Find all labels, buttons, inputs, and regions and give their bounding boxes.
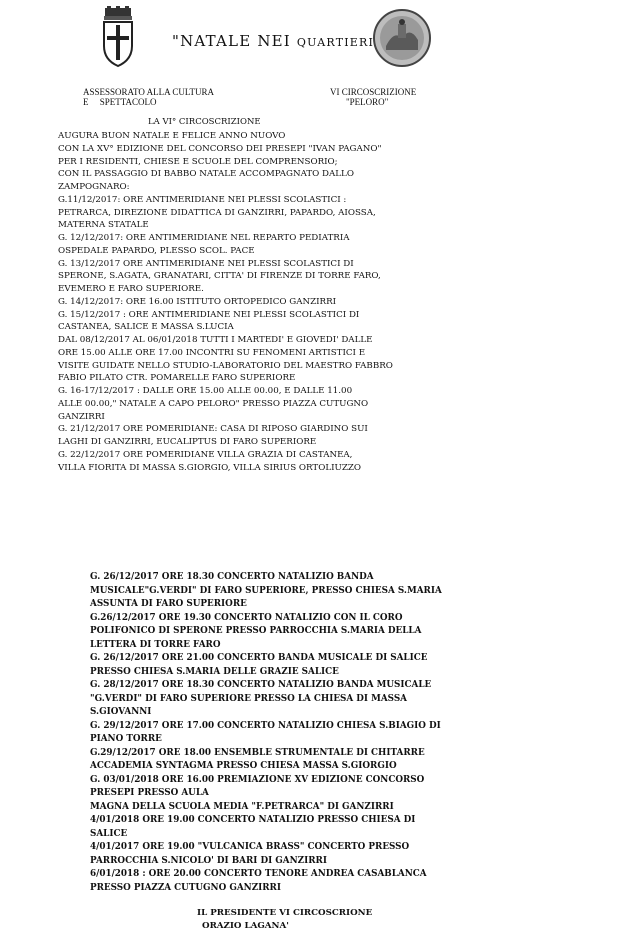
text-line: GANZIRRI: [58, 411, 105, 422]
district-seal-icon: [372, 8, 432, 68]
text-line: G. 16-17/12/2017 : DALLE ORE 15.00 ALLE 00.00, E DALLE 11.00: [58, 386, 353, 396]
text-line: OSPEDALE PAPARDO, PLESSO SCOL. PACE: [58, 245, 255, 256]
text-line: ACCADEMIA SYNTAGMA PRESSO CHIESA MASSA S.GIORGIO: [90, 761, 397, 771]
text-line: PRESSO PIAZZA CUTUGNO GANZIRRI: [90, 882, 281, 893]
text-line: G. 22/12/2017 ORE POMERIDIANE VILLA GRAZIA DI CASTANEA,: [58, 449, 353, 460]
department-right-line1: VI CIRCOSCRIZIONE: [330, 87, 417, 97]
text-line: DAL 08/12/2017 AL 06/01/2018 TUTTI I MARTEDI' E GIOVEDI' DALLE: [58, 335, 373, 345]
text-line: PER I RESIDENTI, CHIESE E SCUOLE DEL COMPRENSORIO;: [58, 156, 338, 167]
text-line: G. 26/12/2017 ORE 21.00 CONCERTO BANDA MUSICALE DI SALICE: [90, 653, 428, 663]
text-line: 4/01/2017 ORE 19.00 "VULCANICA BRASS" CONCERTO PRESSO: [90, 842, 410, 852]
text-line: G. 28/12/2017 ORE 18.30 CONCERTO NATALIZIO BANDA MUSICALE: [90, 680, 432, 690]
text-line: MUSICALE"G.VERDI" DI FARO SUPERIORE, PRESSO CHIESA S.MARIA: [90, 585, 442, 596]
title-main: "NATALE NEI: [172, 32, 297, 50]
text-line: G. 14/12/2017: ORE 16.00 ISTITUTO ORTOPEDICO GANZIRRI: [58, 296, 337, 307]
text-line: G.26/12/2017 ORE 19.30 CONCERTO NATALIZIO CON IL CORO: [90, 612, 403, 623]
page-title: [172, 32, 382, 50]
text-line: G. 15/12/2017 : ORE ANTIMERIDIANE NEI PLESSI SCOLASTICI DI: [58, 309, 360, 320]
section2-body: [90, 571, 442, 895]
department-left-line1: ASSESSORATO ALLA CULTURA: [83, 87, 215, 97]
text-line: CASTANEA, SALICE E MASSA S.LUCIA: [58, 322, 234, 333]
text-line: 6/01/2018 : ORE 20.00 CONCERTO TENORE ANDREA CASABLANCA: [90, 869, 427, 879]
text-line: PARROCCHIA S.NICOLO' DI BARI DI GANZIRRI: [90, 855, 327, 866]
text-line: G. 29/12/2017 ORE 17.00 CONCERTO NATALIZIO CHIESA S.BIAGIO DI: [90, 720, 441, 731]
text-line: MATERNA STATALE: [58, 220, 149, 231]
text-line: AUGURA BUON NATALE E FELICE ANNO NUOVO: [58, 131, 286, 141]
text-line: CON LA XV° EDIZIONE DEL CONCORSO DEI PRESEPI "IVAN PAGANO": [58, 143, 382, 154]
text-line: G.11/12/2017: ORE ANTIMERIDIANE NEI PLESSI SCOLASTICI :: [58, 194, 347, 205]
text-line: CON IL PASSAGGIO DI BABBO NATALE ACCOMPAGNATO DALLO: [58, 169, 354, 180]
text-line: LETTERA DI TORRE FARO: [90, 639, 221, 650]
department-right-line2: "PELORO": [346, 97, 389, 107]
text-line: G. 13/12/2017 ORE ANTIMERIDIANE NEI PLESSI SCOLASTICI DI: [58, 258, 354, 269]
text-line: ASSUNTA DI FARO SUPERIORE: [90, 599, 247, 609]
title-small: QUARTIERI: [296, 36, 375, 49]
text-line: FABIO PILATO CTR. POMARELLE FARO SUPERIORE: [58, 373, 296, 384]
text-line: "G.VERDI" DI FARO SUPERIORE PRESSO LA CHIESA DI MASSA: [90, 693, 408, 704]
text-line: G.29/12/2017 ORE 18.00 ENSEMBLE STRUMENTALE DI CHITARRE: [90, 747, 425, 758]
text-line: POLIFONICO DI SPERONE PRESSO PARROCCHIA S.MARIA DELLA: [90, 626, 422, 636]
city-crest-icon: [101, 6, 135, 68]
text-line: G. 26/12/2017 ORE 18.30 CONCERTO NATALIZIO BANDA: [90, 572, 374, 582]
section1-heading: LA VI° CIRCOSCRIZIONE: [148, 117, 261, 127]
text-line: VISITE GUIDATE NELLO STUDIO-LABORATORIO DEL MAESTRO FABBRO: [58, 360, 393, 371]
text-line: ALLE 00.00," NATALE A CAPO PELORO" PRESSO PIAZZA CUTUGNO: [58, 398, 369, 409]
text-line: PRESSO CHIESA S.MARIA DELLE GRAZIE SALICE: [90, 666, 339, 677]
text-line: S.GIOVANNI: [90, 707, 152, 717]
signature-name: ORAZIO LAGANA': [202, 921, 289, 931]
text-line: MAGNA DELLA SCUOLA MEDIA "F.PETRARCA" DI GANZIRRI: [90, 801, 394, 812]
text-line: 4/01/2018 ORE 19.00 CONCERTO NATALIZIO PRESSO CHIESA DI: [90, 815, 416, 825]
text-line: LAGHI DI GANZIRRI, EUCALIPTUS DI FARO SUPERIORE: [58, 437, 317, 447]
text-line: PIANO TORRE: [90, 734, 162, 744]
department-left: [83, 87, 214, 107]
department-left-line2: E SPETTACOLO: [83, 97, 157, 107]
text-line: PETRARCA, DIREZIONE DIDATTICA DI GANZIRRI, PAPARDO, AIOSSA,: [58, 207, 376, 218]
text-line: SALICE: [90, 828, 128, 839]
text-line: G. 21/12/2017 ORE POMERIDIANE: CASA DI RIPOSO GIARDINO SUI: [58, 424, 368, 435]
department-right: [330, 87, 416, 107]
signature-title: IL PRESIDENTE VI CIRCOSCRIONE: [197, 908, 373, 918]
text-line: PRESEPI PRESSO AULA: [90, 788, 209, 798]
text-line: SPERONE, S.AGATA, GRANATARI, CITTA' DI FIRENZE DI TORRE FARO,: [58, 271, 381, 282]
text-line: ZAMPOGNARO:: [58, 182, 130, 192]
text-line: G. 12/12/2017: ORE ANTIMERIDIANE NEL REPARTO PEDIATRIA: [58, 233, 350, 243]
section1-body: [58, 130, 393, 474]
text-line: ORE 15.00 ALLE ORE 17.00 INCONTRI SU FENOMENI ARTISTICI E: [58, 347, 366, 358]
text-line: G. 03/01/2018 ORE 16.00 PREMIAZIONE XV EDIZIONE CONCORSO: [90, 774, 425, 785]
text-line: EVEMERO E FARO SUPERIORE.: [58, 284, 204, 294]
text-line: VILLA FIORITA DI MASSA S.GIORGIO, VILLA SIRIUS ORTOLIUZZO: [58, 462, 362, 473]
signature-block: [197, 907, 372, 933]
